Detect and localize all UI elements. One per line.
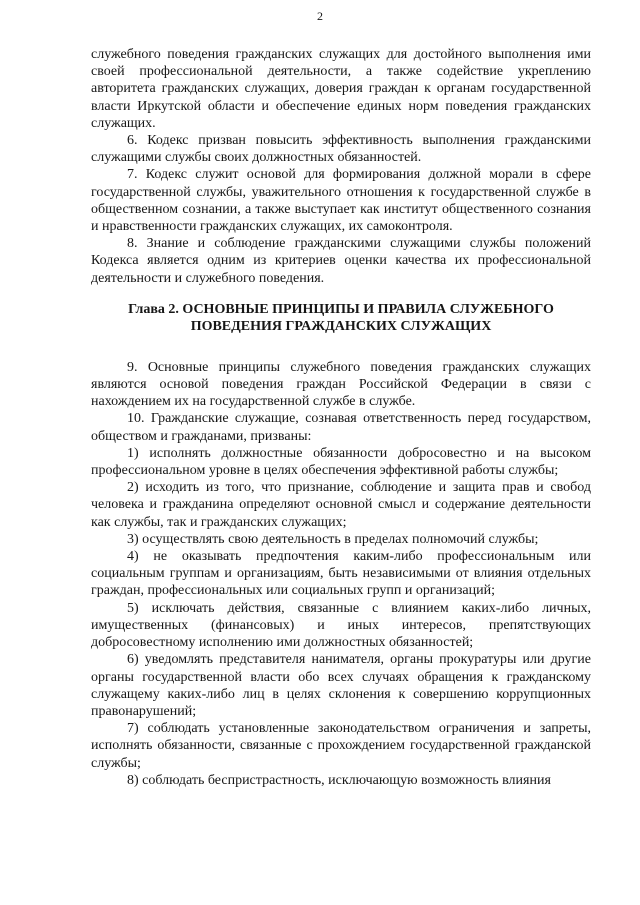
paragraph: 6. Кодекс призван повысить эффективность выполнения гражданскими служащими службы своих должностных обязанностей. xyxy=(91,133,591,166)
paragraph: служебного поведения гражданских служащих для достойного выполнения ими своей профессиональной деятельности, а также содействие укреплению авторитета гражданских служащих, доверия граждан к органам государственной власти Иркутской области и обеспечение единых норм поведения гражданских служащих. xyxy=(91,47,591,131)
paragraph: 8. Знание и соблюдение гражданскими служащими службы положений Кодекса является одним из критериев оценки качества их профессиональной деятельности и служебного поведения. xyxy=(91,236,591,286)
paragraph: 3) осуществлять свою деятельность в пределах полномочий службы; xyxy=(127,531,539,547)
document-body xyxy=(91,46,591,789)
chapter-heading-line-2: ПОВЕДЕНИЯ ГРАЖДАНСКИХ СЛУЖАЩИХ xyxy=(190,318,492,334)
paragraph: 1) исполнять должностные обязанности добросовестно и на высоком профессиональном уровне в целях обеспечения эффективной работы службы; xyxy=(91,445,591,479)
paragraph: 4) не оказывать предпочтения каким-либо профессиональным или социальным группам и организациям, быть независимыми от влияния отдельных граждан, профессиональных или социальных групп и организаций; xyxy=(91,549,591,599)
paragraph: 9. Основные принципы служебного поведения гражданских служащих являются основой поведения граждан Российской Федерации в связи с нахождением их на государственной службе в службе. xyxy=(91,359,591,410)
chapter-heading-line-1: Глава 2. ОСНОВНЫЕ ПРИНЦИПЫ И ПРАВИЛА СЛУЖЕБНОГО xyxy=(128,301,554,317)
paragraph: 7) соблюдать установленные законодательством ограничения и запреты, исполнять обязанности, связанные с прохождением государственной гражданской службы; xyxy=(91,721,591,771)
section-after-heading xyxy=(91,359,591,789)
chapter-heading xyxy=(91,301,591,335)
paragraph: 5) исключать действия, связанные с влиянием каких-либо личных, имущественных (финансовых) и иных интересов, препятствующих добросовестному исполнению ими должностных обязанностей; xyxy=(91,600,591,651)
paragraph: 10. Гражданские служащие, сознавая ответственность перед государством, обществом и гражданами, призваны: xyxy=(91,411,591,444)
paragraph: 7. Кодекс служит основой для формирования должной морали в сфере государственной службы, уважительного отношения к государственной службе в общественном сознании, а также выступает как институт общественного сознания и нравственности гражданских служащих, их самоконтроля. xyxy=(91,167,591,235)
paragraph: 8) соблюдать беспристрастность, исключающую возможность влияния xyxy=(127,772,551,788)
page-number: 2 xyxy=(317,9,323,23)
section-before-heading xyxy=(91,46,591,287)
paragraph: 6) уведомлять представителя нанимателя, органы прокуратуры или другие органы государственной власти обо всех случаях обращения к гражданскому служащему каких-либо лиц в целях склонения к совершению коррупционных правонарушений; xyxy=(91,652,591,719)
paragraph: 2) исходить из того, что признание, соблюдение и защита прав и свобод человека и гражданина определяют основной смысл и содержание деятельности как службы, так и гражданских служащих; xyxy=(91,480,591,530)
